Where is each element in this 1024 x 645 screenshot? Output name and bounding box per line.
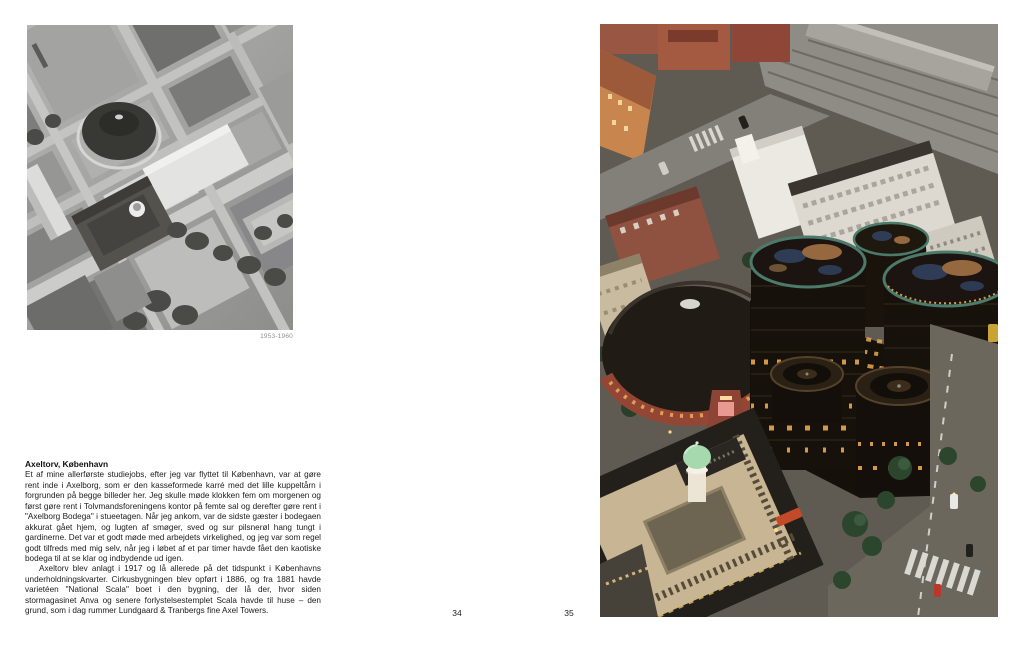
axel-towers-aerial-photo	[600, 24, 998, 617]
page-number-35: 35	[564, 608, 574, 618]
article-axeltorv	[25, 459, 321, 617]
article-paragraph-2: Axeltorv blev anlagt i 1917 og lå allerede på det tidspunkt i Københavns underholdningskvarter. Cirkusbygningen blev opført i 1886, og fra 1881 havde varietéen "National Scala" boet i den bygning, der lå der, hvor siden stormagasinet Anva og senere forlystelsestemplet Scala havde til huse – den grund, som i dag rummer Lundgaard & Tranbergs fine Axel Towers.	[25, 564, 321, 616]
article-heading: Axeltorv, København	[25, 459, 109, 469]
archive-aerial-photo-art	[27, 25, 293, 330]
archive-aerial-photo	[27, 25, 293, 330]
article-paragraph-1: Et af mine allerførste studiejobs, efter jeg var flyttet til København, var at gøre rent inde i Axelborg, som er den kasseformede karré med det lille kuppeltårn i forgrunden på begge billeder her. Jeg skulle møde klokken fem om morgenen og først gøre rent i Tolvmandsforeningens kontor på femte sal og derefter gøre rent i "Axelborg Bodega" i stueetagen. Når jeg ankom, var de sidste gæster i bodegaen akkurat gået hjem, og lugten af smøger, sved og sur pilsnerøl hang tungt i gardinerne. Det var et godt møde med arbejdets virkelighed, og jeg var som regel godt tilfreds med mig selv, når jeg i løbet af et par timer havde fået den kaotiske bodega til at se klar og indbydende ud igen.	[25, 470, 321, 564]
page-number-34: 34	[452, 608, 462, 618]
photo-caption-years: 1953-1960	[260, 333, 293, 340]
axel-towers-photo-art	[600, 24, 998, 617]
page-right	[512, 0, 1024, 645]
